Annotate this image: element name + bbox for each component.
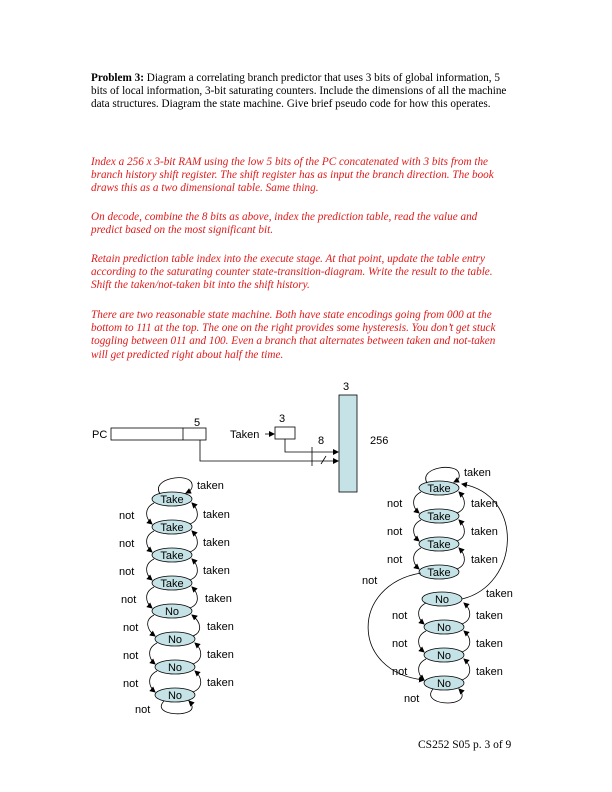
bus-slash [321,456,326,464]
right-not-label-0: not [404,693,420,705]
left-not-label-6: not [119,538,135,550]
right-taken-arc-6 [457,492,464,513]
left-bottom-self-loop [161,701,192,714]
left-not-arc-6 [147,531,154,552]
answer-paragraph-1: Index a 256 x 3-bit RAM using the low 5 bits of the PC concatenated with 3 bits from the branch history shift register. The shift register has as input the branch direction. The book draws this as a two dimensional table. Same thing. [91,156,494,195]
answer-paragraph-2: On decode, combine the 8 bits as above, index the prediction table, read the value and predict based on the most significant bit. [91,211,478,237]
left-state-5-label: Take [160,550,184,562]
right-not-arc-6 [414,520,421,541]
right-taken-label-4: taken [471,554,498,566]
right-taken-label-jump: taken [486,588,513,600]
left-not-label-3: not [123,622,139,634]
right-state-1-label: No [436,650,452,662]
left-taken-label-5: taken [203,537,230,549]
prediction-table-ram [339,395,357,492]
right-state-4-label: Take [427,567,451,579]
left-state-machine [119,478,234,716]
right-bottom-self-loop [431,689,463,703]
right-state-5-label: Take [427,539,451,551]
right-taken-arc-1 [462,631,470,652]
left-not-arc-1 [150,671,157,692]
left-top-self-loop [158,478,192,494]
pc-register [92,417,206,441]
left-taken-arc-6 [190,503,197,524]
left-taken-label-1: taken [207,649,234,661]
left-taken-arc-2 [192,615,200,636]
left-taken-arc-3 [190,587,197,608]
pc-label: PC [92,429,108,441]
right-taken-arc-0 [462,659,470,680]
pc-bits-label: 5 [194,417,201,429]
page-footer: CS252 S05 p. 3 of 9 [418,739,512,751]
left-taken-label-3: taken [205,593,232,605]
table-depth-label: 256 [370,435,389,447]
left-taken-label-6: taken [203,509,230,521]
left-taken-arc-5 [190,531,197,552]
right-not-arc-2 [419,631,426,652]
right-taken-label-0: taken [476,666,503,678]
right-state-0-label: No [436,678,452,690]
problem-text: Diagram a correlating branch predictor that uses 3 bits of global information, 5 bits of local information, 3-bit saturating counters. Include the dimensions of all the machine data structures. Diagram the state machine. Give brief pseudo code for how this operates. [91,72,507,111]
left-taken-arc-4 [190,559,197,580]
right-not-jump-arc [368,573,424,680]
right-top-self-loop [426,467,460,483]
left-not-arc-7 [147,503,154,524]
left-not-label-5: not [119,566,135,578]
left-not-arc-2 [150,643,157,664]
left-state-3-label: No [164,606,180,618]
right-not-arc-7 [414,492,421,513]
right-taken-arc-2 [462,603,470,624]
taken-input-label: Taken [230,429,260,441]
history-register [230,413,295,441]
answer-paragraph-3: Retain prediction table index into the execute stage. At that point, update the table entry according to the saturating counter state-transition-diagram. Write the result to the table. Shift the taken/not-taken bit into the shift history. [91,253,493,292]
table-width-label: 3 [343,381,350,393]
left-state-6-label: Take [160,522,184,534]
right-not-label-2: not [392,638,408,650]
index-wires [200,435,338,466]
left-not-arc-3 [148,615,155,636]
right-not-label-5: not [387,554,403,566]
problem-heading: Problem 3: [91,72,144,84]
index-bits-label: 8 [318,435,325,447]
right-not-label-7: not [387,498,403,510]
right-taken-label-6: taken [471,498,498,510]
left-state-0-label: No [167,690,183,702]
right-taken-label-top: taken [464,467,491,479]
right-state-7-label: Take [427,483,451,495]
right-taken-label-1: taken [476,638,503,650]
left-state-1-label: No [167,662,183,674]
right-taken-arc-5 [457,520,464,541]
left-state-2-label: No [167,634,183,646]
right-state-2-label: No [436,622,452,634]
left-state-4-label: Take [160,578,184,590]
left-taken-label-4: taken [203,565,230,577]
right-taken-label-2: taken [476,610,503,622]
right-not-label-1: not [392,666,408,678]
left-state-7-label: Take [160,494,184,506]
right-not-arc-5 [414,548,421,569]
right-taken-label-5: taken [471,526,498,538]
right-not-label-3: not [392,610,408,622]
prediction-table [339,381,388,492]
left-taken-label-top: taken [197,480,224,492]
left-taken-label-2: taken [207,621,234,633]
left-taken-arc-1 [193,643,201,664]
right-state-6-label: Take [427,511,451,523]
left-taken-arc-0 [193,671,201,692]
right-taken-arc-4 [457,548,464,569]
left-taken-label-0: taken [207,677,234,689]
answer-paragraph-4: There are two reasonable state machine. Both have state encodings going from 000 at the bottom to 111 at the top. The one on the right provides some hysteresis. You don’t get stuck toggling between 011 and 100. Even a branch that alternates between taken and not-taken will get predicted right about half the time. [91,309,496,361]
history-to-table-wire [285,439,338,452]
right-not-label-jump: not [362,575,378,587]
history-box [275,427,295,439]
left-not-label-4: not [121,594,137,606]
right-not-arc-3 [419,603,426,624]
left-not-label-1: not [123,678,139,690]
pc-box [111,428,206,440]
right-not-arc-1 [419,659,426,680]
right-state-machine [362,467,513,705]
left-not-arc-4 [147,587,154,608]
left-not-label-2: not [123,650,139,662]
left-not-arc-5 [147,559,154,580]
history-bits-label: 3 [279,413,286,425]
right-not-label-6: not [387,526,403,538]
right-state-3-label: No [434,594,450,606]
left-not-label-7: not [119,510,135,522]
left-not-label-0: not [135,704,151,716]
